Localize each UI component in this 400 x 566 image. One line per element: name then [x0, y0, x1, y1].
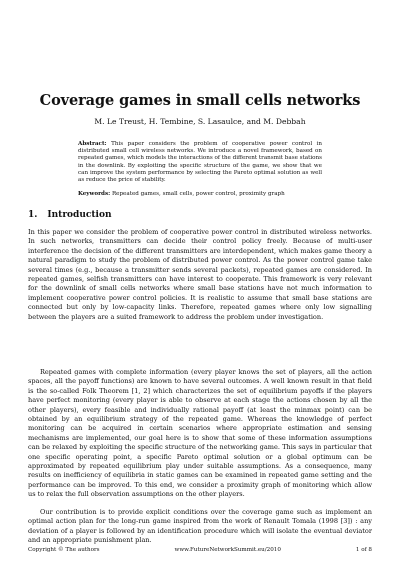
paragraph-1: In this paper we consider the problem of cooperative power control in distributed wireless networks. In such networks, transmitters can decide their control policy freely. Because of multi-user interference the decision of the different transmitters are interdependent, which makes game theory a natural paradigm to study the problem of distributed power control. As the power control game take several times (e.g., because a transmitter sends several packets), repeated games are considered. In repeated games, selfish transmitters can have interest to cooperate. This framework is very relevant for the downlink of small cells networks where small base stations have not much information to implement cooperative power control policies. It is realistic to assume that small base stations are connected but only by low-capacity links. Therefore, repeated games where only low signalling between the players are a suited framework to address the problem under investigation.	[28, 228, 372, 321]
abstract	[78, 141, 322, 184]
keywords	[78, 191, 322, 198]
abstract-text: This paper considers the problem of cooperative power control in distributed small cell wireless networks. We introduce a novel framework, based on repeated games, which models the interactions of the different transmit base stations in the downlink. By exploiting the specific structure of the game, we show that we can improve the system performance by selecting the Pareto optimal solution as well as reduce the price of stability.	[78, 141, 323, 184]
paragraph-2: Repeated games with complete information (every player knows the set of players, all the action spaces, all the payoff functions) are known to have several outcomes. A well known result in that field is the so-called Folk Theorem [1, 2] which characterizes the set of equilibrium payoffs if the players have perfect monitoring (every player is able to observe at each stage the actions chosen by all the other players), every feasible and individually rational payoff (at least the minmax point) can be obtained by an equilibrium strategy of the repeated game. Whereas the knowledge of perfect monitoring can be acquired in certain scenarios where appropriate estimation and sensing mechanisms are implemented, our goal here is to show that some of these information assumptions can be relaxed by exploiting the specific structure of the networking game. This says in particular that one specific operating point, a specific Pareto optimal solution or a global optimum can be approximated by repeated equilibrium play under suitable assumptions. As a consequence, many results on inefficiency of equilibria in static games can be examined in repeated game setting and the performance can be improved. To this end, we consider a proximity graph of monitoring which allow us to relax the full observation assumptions on the other players.	[28, 368, 372, 499]
keywords-label: Keywords:	[78, 191, 111, 197]
footer-copyright: Copyright © The authors	[28, 547, 100, 553]
paper-title: Coverage games in small cells networks	[39, 92, 361, 109]
section-number: 1.	[28, 210, 38, 220]
keywords-text: Repeated games, small cells, power control, proximity graph	[111, 191, 285, 197]
footer-url[interactable]: www.FutureNetworkSummit.eu/2010	[174, 547, 281, 553]
page-footer	[28, 547, 372, 553]
footer-page-number: 1 of 8	[355, 547, 372, 553]
section-heading	[28, 210, 112, 220]
paragraph-3: Our contribution is to provide explicit conditions over the coverage game such as implement an optimal action plan for the long-run game inspired from the work of Renault Tomala (1998 [3]) : any deviation of a player is followed by an identification procedure which will isolate the eventual deviator and an appropriate punishment plan.	[28, 508, 372, 545]
section-title: Introduction	[47, 210, 112, 220]
paper-authors: M. Le Treust, H. Tembine, S. Lasaulce, and M. Debbah	[94, 117, 306, 126]
abstract-label: Abstract:	[78, 141, 107, 147]
